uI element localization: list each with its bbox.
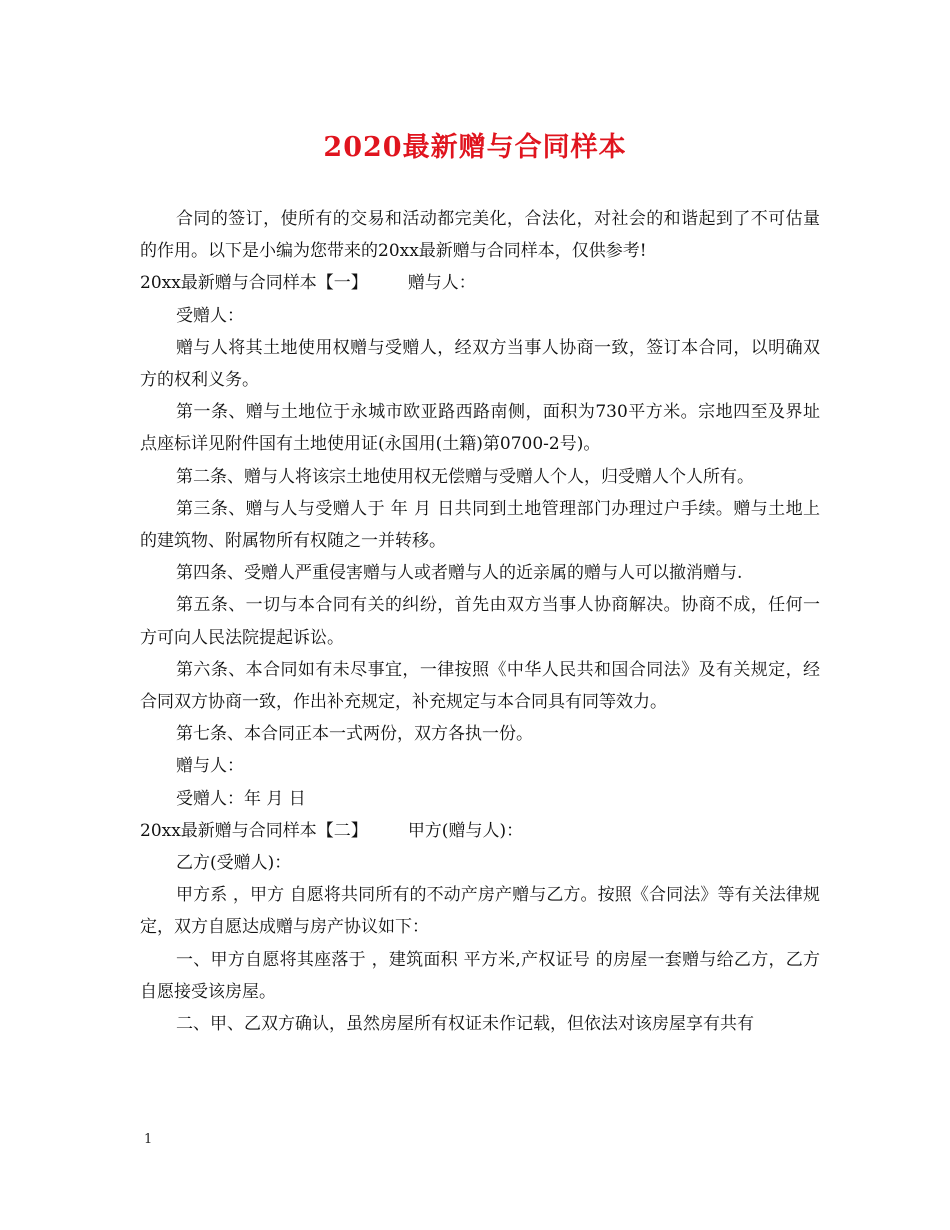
paragraph: 受赠人：年 月 日 xyxy=(176,788,306,809)
section-heading-party: 甲方(赠与人)： xyxy=(407,820,524,841)
section-heading-title: 20xx最新赠与合同样本【二】 xyxy=(140,820,368,841)
document-body xyxy=(140,203,820,1040)
paragraph: 第二条、赠与人将该宗土地使用权无偿赠与受赠人个人，归受赠人个人所有。 xyxy=(176,466,754,487)
section-heading-party: 赠与人： xyxy=(407,273,476,294)
paragraph: 合同的签订，使所有的交易和活动都完美化，合法化，对社会的和谐起到了不可估量的作用。以下是小编为您带来的20xx最新赠与合同样本，仅供参考! xyxy=(140,209,820,262)
paragraph: 二、甲、乙双方确认，虽然房屋所有权证未作记载，但依法对该房屋享有共有 xyxy=(176,1014,754,1035)
paragraph: 第四条、受赠人严重侵害赠与人或者赠与人的近亲属的赠与人可以撤消赠与. xyxy=(176,563,743,584)
section-heading-title: 20xx最新赠与合同样本【一】 xyxy=(140,273,368,294)
paragraph: 赠与人： xyxy=(176,756,244,777)
paragraph: 第三条、赠与人与受赠人于 年 月 日共同到土地管理部门办理过户手续。赠与土地上的建筑物、附属物所有权随之一并转移。 xyxy=(140,498,820,552)
paragraph: 第六条、本合同如有未尽事宜，一律按照《中华人民共和国合同法》及有关规定，经合同双方协商一致，作出补充规定，补充规定与本合同具有同等效力。 xyxy=(140,659,820,713)
page-number: 1 xyxy=(144,1132,153,1147)
section-heading xyxy=(140,815,820,847)
page-title: 2020最新赠与合同样本 xyxy=(323,132,627,163)
paragraph: 甲方系 ，甲方 自愿将共同所有的不动产房产赠与乙方。按照《合同法》等有关法律规定，双方自愿达成赠与房产协议如下： xyxy=(140,885,820,938)
section-heading xyxy=(140,267,820,299)
paragraph: 第七条、本合同正本一式两份，双方各执一份。 xyxy=(176,724,533,745)
paragraph: 受赠人： xyxy=(176,305,244,326)
paragraph: 一、甲方自愿将其座落于 ，建筑面积 平方米,产权证号 的房屋一套赠与给乙方，乙方自愿接受该房屋。 xyxy=(140,949,820,1002)
paragraph: 乙方(受赠人)： xyxy=(176,853,292,874)
paragraph: 第五条、一切与本合同有关的纠纷，首先由双方当事人协商解决。协商不成，任何一方可向人民法院提起诉讼。 xyxy=(140,595,820,648)
paragraph: 第一条、赠与土地位于永城市欧亚路西路南侧，面积为730平方米。宗地四至及界址点座标详见附件国有土地使用证(永国用(土籍)第0700-2号)。 xyxy=(140,402,820,455)
paragraph: 赠与人将其土地使用权赠与受赠人，经双方当事人协商一致，签订本合同，以明确双方的权利义务。 xyxy=(140,337,820,391)
